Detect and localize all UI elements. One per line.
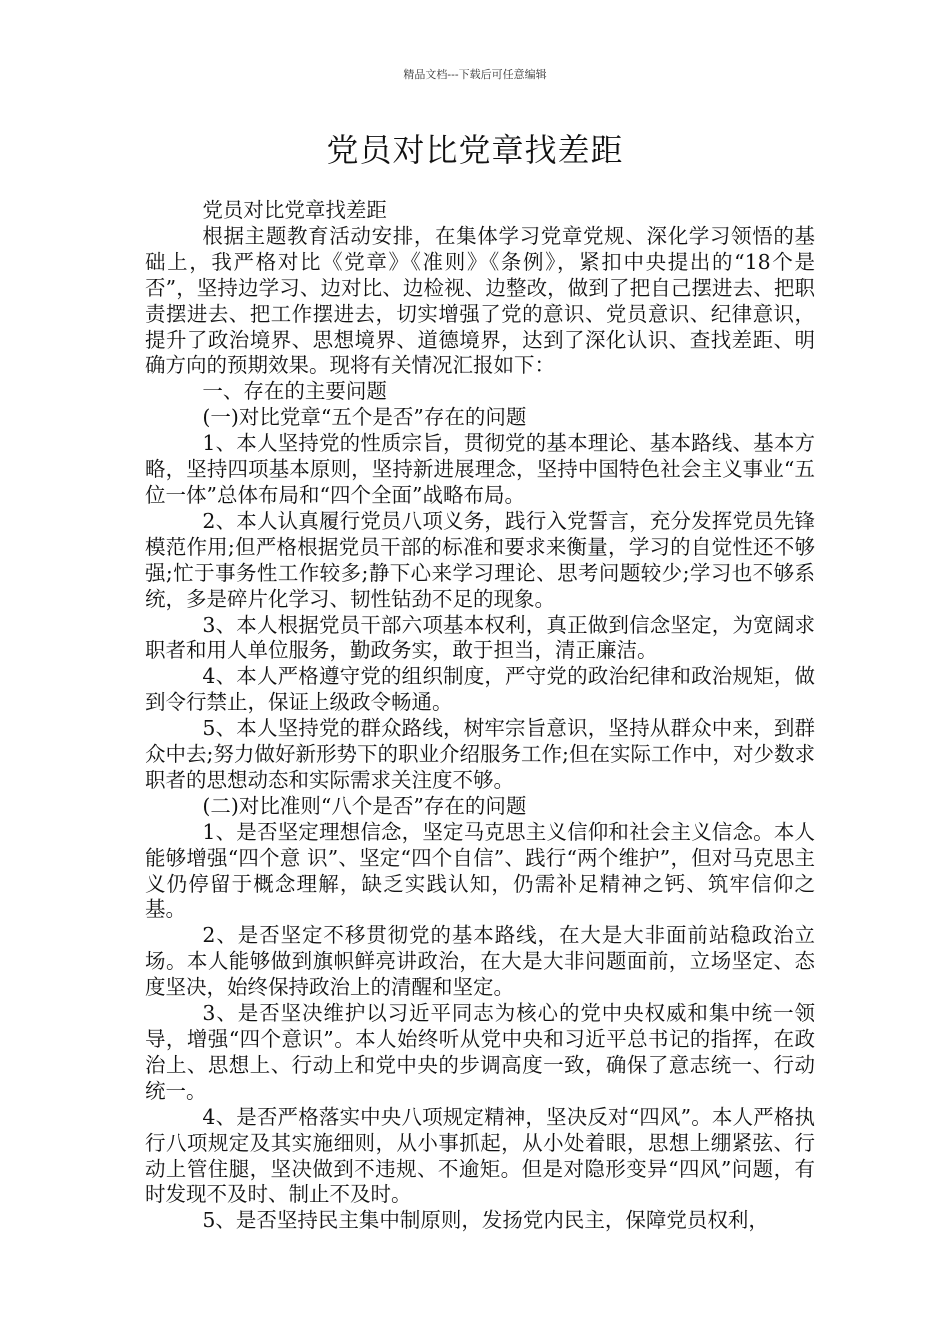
paragraph: 2、本人认真履行党员八项义务，践行入党誓言，充分发挥党员先锋模范作用;但严格根据党员干部的标准和要求来衡量，学习的自觉性还不够强;忙于事务性工作较多;静下心来学习理论、思考问题较少;学习也不够系统，多是碎片化学习、韧性钻劲不足的现象。 <box>145 508 815 611</box>
paragraph: 5、是否坚持民主集中制原则，发扬党内民主，保障党员权利， <box>202 1208 769 1233</box>
paragraph: 1、是否坚定理想信念，坚定马克思主义信仰和社会主义信念。本人能够增强“四个意 识”、坚定“四个自信”、践行“两个维护”，但对马克思主义仍停留于概念理解，缺乏实践认知，仍需补足精神之钙、筑牢信仰之基。 <box>145 819 815 922</box>
paragraph: 4、是否严格落实中央八项规定精神，坚决反对“四风”。本人严格执行八项规定及其实施细则，从小事抓起，从小处着眼，思想上绷紧弦、行动上管住腿，坚决做到不违规、不逾矩。但是对隐形变异“四风”问题，有时发现不及时、制止不及时。 <box>145 1104 815 1207</box>
section-heading: 一、存在的主要问题 <box>202 379 387 404</box>
paragraph: 5、本人坚持党的群众路线，树牢宗旨意识，坚持从群众中来，到群众中去;努力做好新形势下的职业介绍服务工作;但在实际工作中，对少数求职者的思想动态和实际需求关注度不够。 <box>145 716 815 792</box>
subsection-heading: (一)对比党章“五个是否”存在的问题 <box>202 405 527 430</box>
paragraph: 4、本人严格遵守党的组织制度，严守党的政治纪律和政治规矩，做到令行禁止，保证上级政令畅通。 <box>145 664 815 715</box>
paragraph: 3、是否坚决维护以习近平同志为核心的党中央权威和集中统一领导，增强“四个意识”。本人始终听从党中央和习近平总书记的指挥，在政治上、思想上、行动上和党中央的步调高度一致，确保了意志统一、行动统一。 <box>145 1001 815 1103</box>
document-title: 党员对比党章找差距 <box>326 131 624 169</box>
header-note: 精品文档---下载后可任意编辑 <box>403 68 547 81</box>
paragraph: 1、本人坚持党的性质宗旨，贯彻党的基本理论、基本路线、基本方略，坚持四项基本原则，坚持新进展理念，坚持中国特色社会主义事业“五位一体”总体布局和“四个全面”战略布局。 <box>145 431 815 507</box>
paragraph-intro: 根据主题教育活动安排，在集体学习党章党规、深化学习领悟的基础上，我严格对比《党章》《准则》《条例》，紧扣中央提出的“18个是否”，坚持边学习、边对比、边检视、边整改，做到了把自己摆进去、把职责摆进去、把工作摆进去，切实增强了党的意识、党员意识、纪律意识，提升了政治境界、思想境界、道德境界，达到了深化认识、查找差距、明确方向的预期效果。现将有关情况汇报如下： <box>145 223 815 378</box>
paragraph: 2、是否坚定不移贯彻党的基本路线，在大是大非面前站稳政治立场。本人能够做到旗帜鲜亮讲政治，在大是大非问题面前，立场坚定、态度坚决，始终保持政治上的清醒和坚定。 <box>145 923 815 1000</box>
paragraph-subtitle: 党员对比党章找差距 <box>202 198 387 222</box>
subsection-heading: (二)对比准则“八个是否”存在的问题 <box>202 793 527 818</box>
document-body <box>145 198 815 1234</box>
paragraph: 3、本人根据党员干部六项基本权利，真正做到信念坚定，为宽阔求职者和用人单位服务，勤政务实，敢于担当，清正廉洁。 <box>145 612 815 663</box>
